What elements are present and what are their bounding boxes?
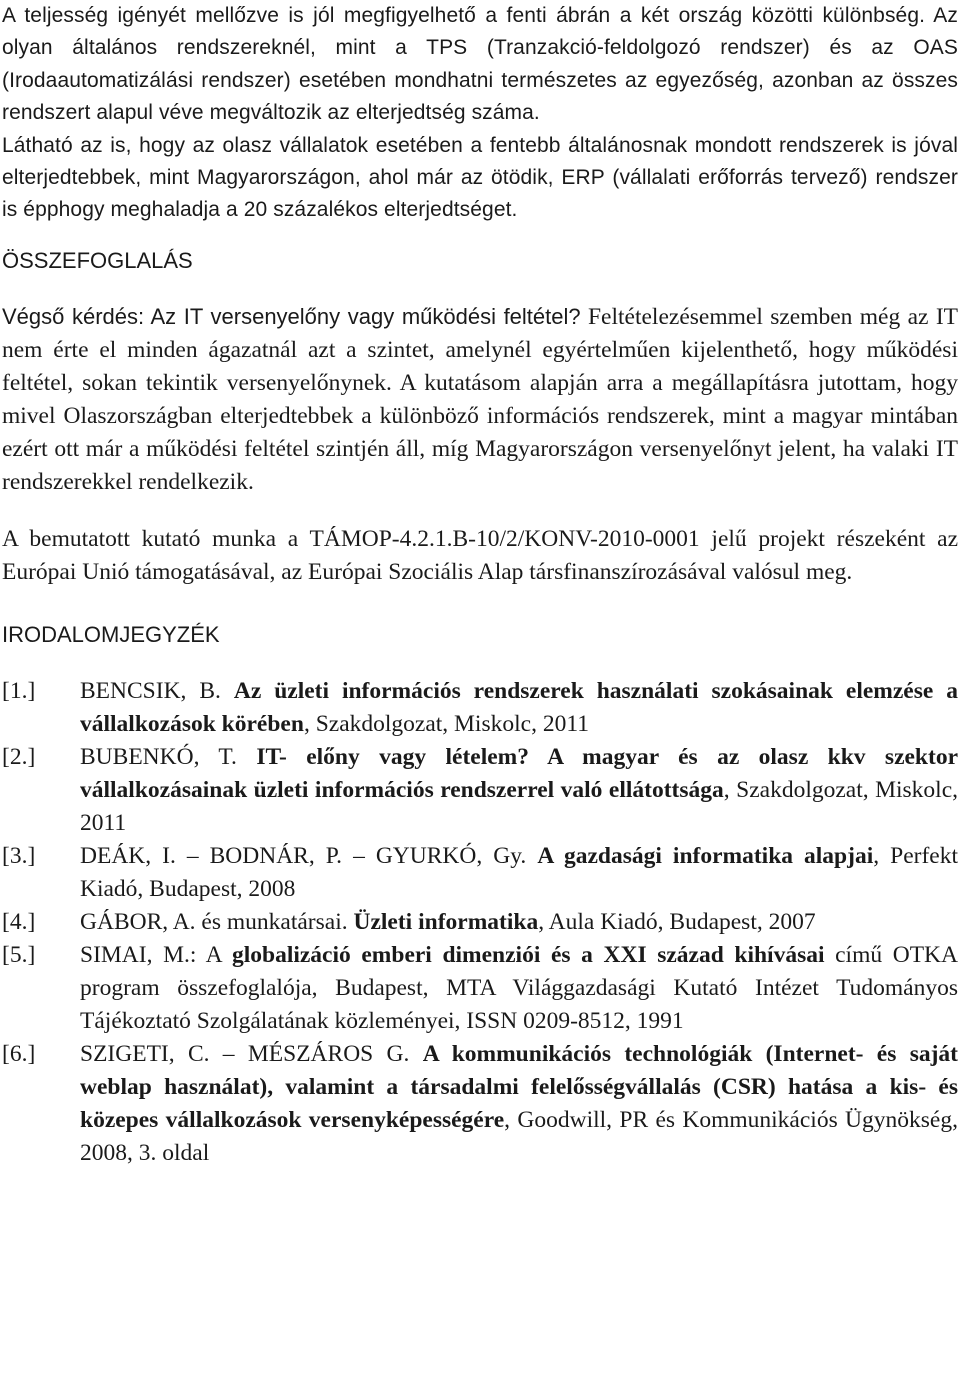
acknowledgement-paragraph: A bemutatott kutató munka a TÁMOP-4.2.1.B-10/2/KONV-2010-0001 jelű projekt részeként az Európai Unió támogatásával, az Európai Szociális Alap társfinanszírozásával valósul meg.: [2, 525, 958, 585]
summary-question: Végső kérdés: Az IT versenyelőny vagy működési feltétel?: [2, 303, 581, 329]
reference-title: IT- előny vagy lételem? A magyar és az olasz kkv szektor vállalkozásainak üzleti információs rendszerrel való ellátottsága: [80, 743, 959, 803]
reference-author: SZIGETI, C. – MÉSZÁROS G.: [80, 1040, 423, 1067]
reference-author: GÁBOR, A. és munkatársai.: [80, 908, 354, 935]
reference-details: , Szakdolgozat, Miskolc, 2011: [80, 776, 958, 836]
reference-details: , Perfekt Kiadó, Budapest, 2008: [80, 842, 958, 902]
bibliography-heading: IRODALOMJEGYZÉK: [2, 621, 220, 647]
reference-number: [2.]: [2, 743, 36, 770]
reference-title: Az üzleti információs rendszerek használati szokásainak elemzése a vállalkozások körében: [80, 677, 958, 737]
reference-author: BUBENKÓ, T.: [80, 743, 257, 770]
reference-title: globalizáció emberi dimenziói és a XXI század kihívásai: [231, 941, 825, 968]
reference-number: [6.]: [2, 1040, 36, 1067]
reference-author: DEÁK, I. – BODNÁR, P. – GYURKÓ, Gy.: [80, 842, 538, 869]
reference-details: , Aula Kiadó, Budapest, 2007: [538, 908, 816, 935]
reference-item: [2, 840, 958, 906]
reference-title: Üzleti informatika: [353, 908, 539, 935]
italy-comparison-paragraph: Látható az is, hogy az olasz vállalatok esetében a fentebb általánosnak mondott rendszerek is jóval elterjedtebbek, mint Magyarországon, ahol már az ötödik, ERP (vállalati erőforrás tervező) rendszer is épphogy meghaladja a 20 százalékos elterjedtséget.: [2, 133, 958, 222]
reference-title: A kommunikációs technológiák (Internet- és saját weblap használat), valamint a társadalmi felelősségvállalás (CSR) hatása a kis- és közepes vállalkozások versenyképességére: [80, 1040, 958, 1133]
summary-paragraph: [2, 301, 958, 499]
summary-text: Feltételezésemmel szemben még az IT nem érte el minden ágazatnál azt a szintet, amelynél egyértelműen kijelenthető, hogy működési feltétel, sokan tekintik versenyelőnynek. A kutatásom alapján arra a megállapításra jutottam, hogy mivel Olaszországban elterjedtebbek a különböző információs rendszerek, mint a magyar mintában ezért ott már a működési feltétel szintjén áll, míg Magyarországon versenyelőnyt jelent, ha valaki IT rendszerekkel rendelkezik.: [2, 303, 958, 495]
reference-details: című OTKA program összefoglalója, Budapest, MTA Világgazdasági Kutató Intézet Tudományos Tájékoztató Szolgálatának közleményei, ISSN 0209-8512, 1991: [80, 941, 958, 1034]
summary-heading: ÖSSZEFOGLALÁS: [2, 247, 193, 273]
reference-details: , Goodwill, PR és Kommunikációs Ügynökség, 2008, 3. oldal: [80, 1106, 958, 1166]
reference-list: [2, 675, 958, 1170]
reference-item: [2, 675, 958, 741]
reference-item: [2, 939, 958, 1038]
reference-item: [2, 741, 958, 840]
reference-number: [4.]: [2, 908, 36, 935]
reference-number: [3.]: [2, 842, 36, 869]
reference-number: [5.]: [2, 941, 36, 968]
reference-item: [2, 1038, 958, 1170]
intro-paragraph: A teljesség igényét mellőzve is jól megfigyelhető a fenti ábrán a két ország közötti különbség. Az olyan általános rendszereknél, mint a TPS (Tranzakció-feldolgozó rendszer) és az OAS (Irodaautomatizálási rendszer) esetében mondhatni természetes az egyezőség, azonban az összes rendszert alapul véve megváltozik az elterjedtség száma.: [2, 4, 958, 125]
reference-details: , Szakdolgozat, Miskolc, 2011: [303, 710, 589, 737]
reference-number: [1.]: [2, 677, 36, 704]
reference-item: [2, 906, 958, 939]
reference-author: BENCSIK, B.: [80, 677, 234, 704]
reference-author: SIMAI, M.: A: [80, 941, 232, 968]
reference-title: A gazdasági informatika alapjai: [537, 842, 874, 869]
